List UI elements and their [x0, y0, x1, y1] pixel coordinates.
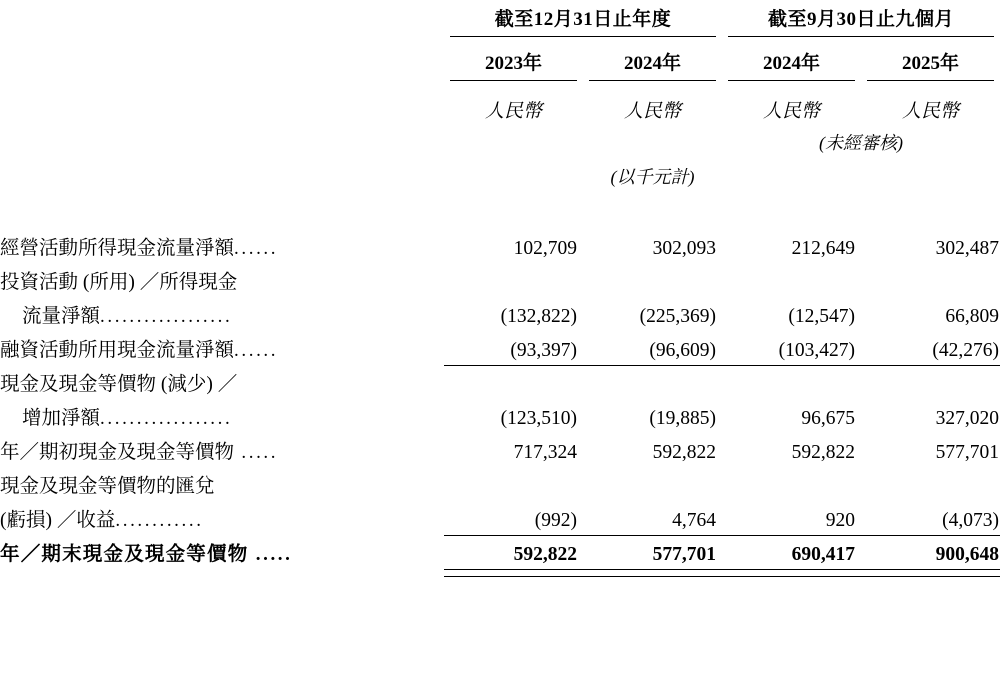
year-header-spacer	[0, 40, 444, 84]
table-row	[0, 501, 1000, 535]
currency-2024-interim: 人民幣	[763, 101, 821, 122]
row-value	[583, 467, 722, 501]
group-header-annual: 截至12月31日止年度	[444, 0, 722, 40]
row-value	[583, 365, 722, 399]
row-label: 現金及現金等價物 (減少) ／	[0, 374, 238, 395]
row-value: 592,822	[444, 535, 583, 569]
row-value: 577,701	[935, 442, 1000, 463]
unaudited-spacer-2	[583, 125, 722, 157]
currency-2025-interim: 人民幣	[902, 101, 960, 122]
row-value: (4,073)	[942, 509, 1000, 531]
table-row	[0, 365, 1000, 399]
table-row	[0, 297, 1000, 331]
row-label: (虧損) ／收益............	[0, 510, 204, 531]
row-label: 流量淨額..................	[22, 306, 233, 327]
year-header-2024-annual: 2024年	[583, 40, 722, 84]
year-header-row	[0, 40, 1000, 84]
row-value	[722, 365, 861, 399]
table-header	[0, 0, 1000, 229]
table-row	[0, 263, 1000, 297]
row-value: (992)	[534, 509, 577, 531]
row-value: 4,764	[672, 509, 717, 531]
row-value: 66,809	[945, 306, 1000, 327]
row-value	[861, 467, 1000, 501]
group-header-nine-months: 截至9月30日止九個月	[722, 0, 1000, 40]
row-value: 920	[825, 509, 856, 531]
currency-2024-annual: 人民幣	[624, 101, 682, 122]
year-header-2023: 2023年	[444, 40, 583, 84]
row-value: (12,547)	[788, 306, 856, 327]
row-value	[444, 365, 583, 399]
table-row-total	[0, 535, 1000, 569]
row-value: (42,276)	[932, 339, 1000, 361]
year-header-2025-interim: 2025年	[861, 40, 1000, 84]
row-value: 96,675	[801, 408, 856, 429]
row-value: (96,609)	[649, 339, 717, 361]
unaudited-spacer-label	[0, 125, 444, 157]
row-value	[444, 263, 583, 297]
unit-note-row	[0, 157, 1000, 193]
unit-spacer-right	[861, 157, 1000, 193]
row-value	[861, 365, 1000, 399]
row-label: 經營活動所得現金流量淨額......	[0, 238, 279, 259]
table-row	[0, 433, 1000, 467]
row-label: 融資活動所用現金流量淨額......	[0, 340, 279, 361]
row-value: 577,701	[583, 535, 722, 569]
row-label: 年／期末現金及現金等價物 .....	[0, 544, 293, 565]
table-row	[0, 331, 1000, 365]
row-value: 900,648	[861, 535, 1000, 569]
unit-note: (以千元計)	[610, 167, 695, 187]
currency-header-spacer	[0, 84, 444, 125]
table-body	[0, 229, 1000, 576]
currency-header-row	[0, 84, 1000, 125]
table-row	[0, 399, 1000, 433]
row-label: 年／期初現金及現金等價物 .....	[0, 442, 279, 463]
table-row	[0, 467, 1000, 501]
currency-2023: 人民幣	[484, 101, 542, 122]
row-value: (225,369)	[639, 306, 717, 327]
year-header-2024-interim: 2024年	[722, 40, 861, 84]
row-value: 102,709	[513, 238, 577, 259]
row-value: 212,649	[791, 238, 856, 259]
row-label: 投資活動 (所用) ／所得現金	[0, 272, 238, 293]
row-value	[722, 467, 861, 501]
row-value	[583, 263, 722, 297]
row-value	[722, 263, 861, 297]
row-value	[444, 467, 583, 501]
total-double-rule	[0, 569, 1000, 576]
table-row	[0, 229, 1000, 263]
row-value: 690,417	[722, 535, 861, 569]
row-value: (93,397)	[510, 339, 577, 361]
row-value: 592,822	[652, 442, 717, 463]
row-value: 592,822	[791, 442, 856, 463]
header-body-gap	[0, 193, 1000, 229]
unaudited-note-row	[0, 125, 1000, 157]
row-value: 717,324	[513, 442, 577, 463]
row-value: 302,487	[935, 238, 1000, 259]
unaudited-spacer-1	[444, 125, 583, 157]
row-label: 增加淨額..................	[22, 408, 233, 429]
group-header-spacer	[0, 0, 444, 40]
row-value: (132,822)	[500, 306, 577, 327]
unit-spacer-label	[0, 157, 444, 193]
unaudited-note: (未經審核)	[819, 133, 904, 153]
row-value: 327,020	[935, 408, 1000, 429]
row-label: 現金及現金等價物的匯兌	[0, 476, 215, 497]
row-value: (19,885)	[649, 408, 717, 429]
row-value	[861, 263, 1000, 297]
row-value: 302,093	[652, 238, 717, 259]
group-header-row	[0, 0, 1000, 40]
row-value: (103,427)	[778, 339, 856, 361]
row-value: (123,510)	[500, 408, 577, 429]
